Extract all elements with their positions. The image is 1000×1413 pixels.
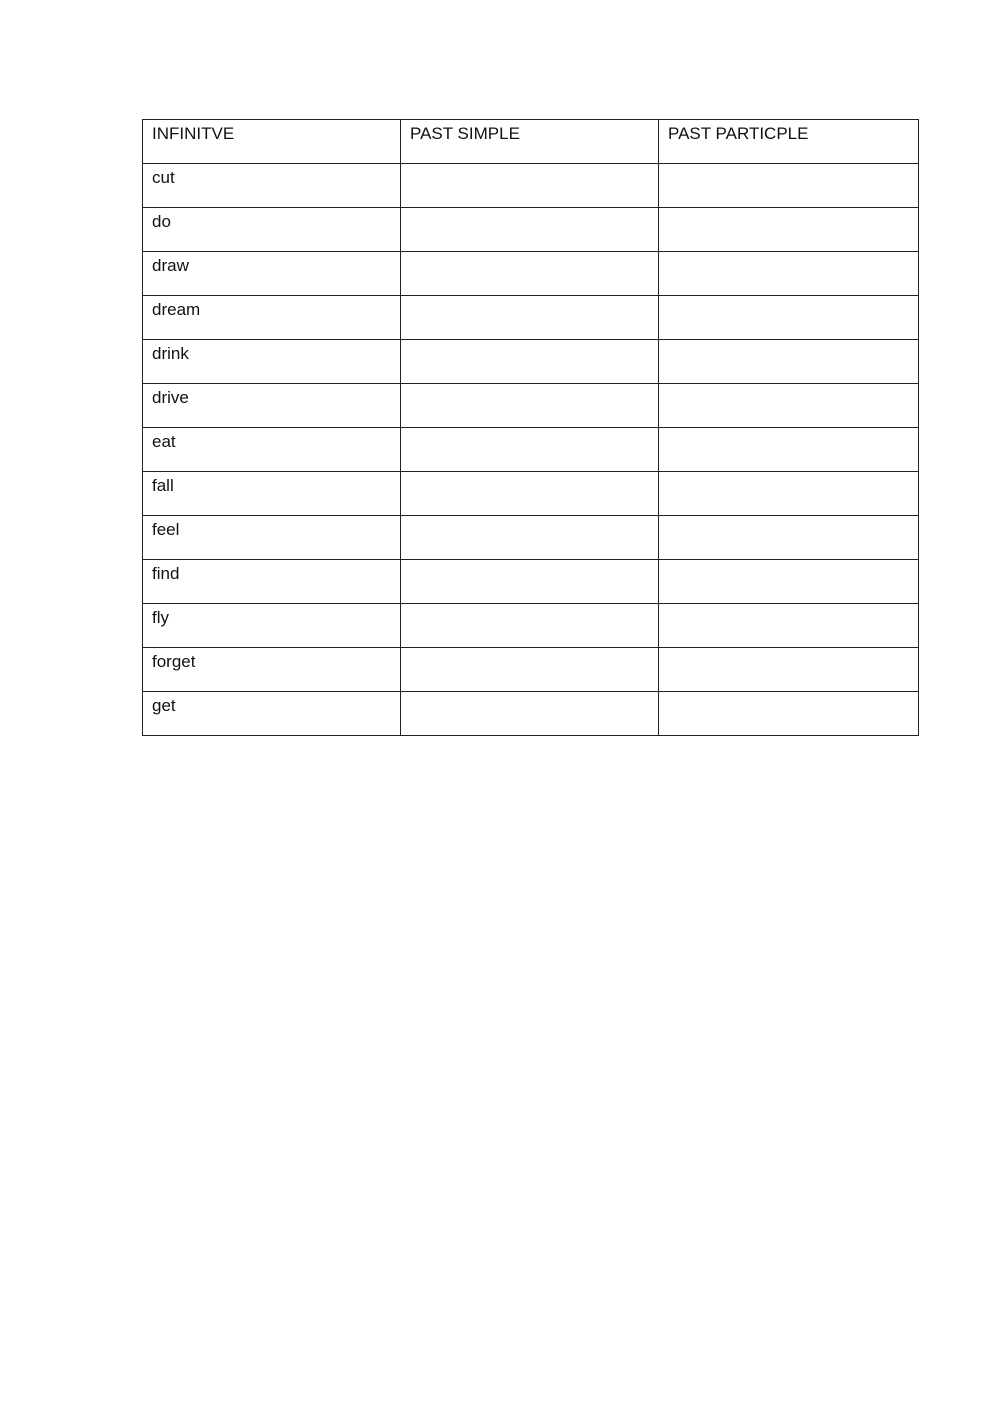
table-row: [143, 428, 919, 472]
past-simple-cell[interactable]: [401, 604, 659, 648]
past-participle-cell[interactable]: [659, 560, 919, 604]
past-participle-cell[interactable]: [659, 252, 919, 296]
table-row: [143, 604, 919, 648]
table-row: [143, 208, 919, 252]
header-past-participle: PAST PARTICPLE: [659, 120, 919, 164]
past-simple-cell[interactable]: [401, 296, 659, 340]
past-participle-cell[interactable]: [659, 296, 919, 340]
table-row: [143, 648, 919, 692]
past-simple-cell[interactable]: [401, 648, 659, 692]
infinitive-cell: do: [143, 208, 401, 252]
infinitive-cell: drink: [143, 340, 401, 384]
past-simple-cell[interactable]: [401, 208, 659, 252]
infinitive-cell: fall: [143, 472, 401, 516]
infinitive-cell: draw: [143, 252, 401, 296]
table-row: [143, 384, 919, 428]
table-row: [143, 296, 919, 340]
past-simple-cell[interactable]: [401, 164, 659, 208]
infinitive-cell: forget: [143, 648, 401, 692]
header-infinitive: INFINITVE: [143, 120, 401, 164]
table-row: [143, 252, 919, 296]
past-participle-cell[interactable]: [659, 472, 919, 516]
infinitive-cell: drive: [143, 384, 401, 428]
past-participle-cell[interactable]: [659, 164, 919, 208]
past-simple-cell[interactable]: [401, 692, 659, 736]
table-row: [143, 560, 919, 604]
header-past-simple: PAST SIMPLE: [401, 120, 659, 164]
table-row: [143, 164, 919, 208]
past-simple-cell[interactable]: [401, 384, 659, 428]
table-header-row: [143, 120, 919, 164]
past-participle-cell[interactable]: [659, 648, 919, 692]
verb-table-body: [143, 120, 919, 736]
past-simple-cell[interactable]: [401, 472, 659, 516]
infinitive-cell: feel: [143, 516, 401, 560]
past-simple-cell[interactable]: [401, 252, 659, 296]
table-row: [143, 692, 919, 736]
past-participle-cell[interactable]: [659, 428, 919, 472]
past-simple-cell[interactable]: [401, 516, 659, 560]
past-participle-cell[interactable]: [659, 208, 919, 252]
past-participle-cell[interactable]: [659, 384, 919, 428]
past-participle-cell[interactable]: [659, 604, 919, 648]
infinitive-cell: eat: [143, 428, 401, 472]
past-participle-cell[interactable]: [659, 340, 919, 384]
verb-table: [142, 119, 919, 736]
infinitive-cell: get: [143, 692, 401, 736]
past-simple-cell[interactable]: [401, 340, 659, 384]
past-participle-cell[interactable]: [659, 516, 919, 560]
past-participle-cell[interactable]: [659, 692, 919, 736]
table-row: [143, 516, 919, 560]
past-simple-cell[interactable]: [401, 428, 659, 472]
infinitive-cell: dream: [143, 296, 401, 340]
infinitive-cell: fly: [143, 604, 401, 648]
infinitive-cell: find: [143, 560, 401, 604]
past-simple-cell[interactable]: [401, 560, 659, 604]
table-row: [143, 340, 919, 384]
table-row: [143, 472, 919, 516]
infinitive-cell: cut: [143, 164, 401, 208]
